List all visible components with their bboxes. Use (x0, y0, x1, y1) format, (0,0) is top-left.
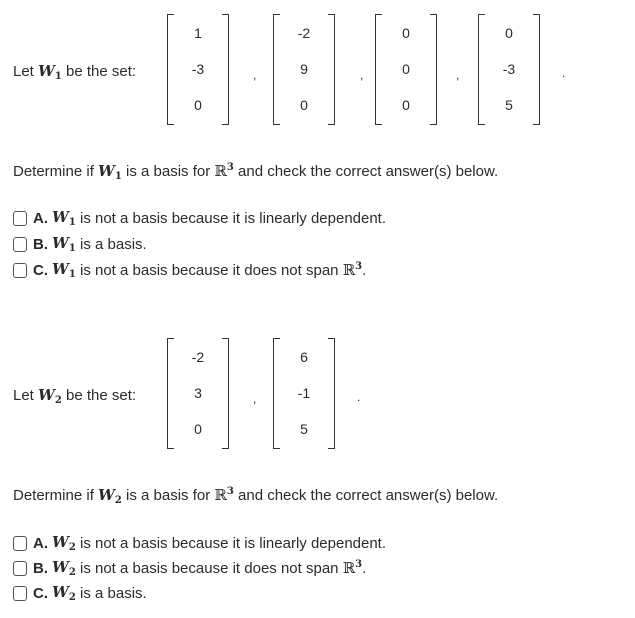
vector-entry: 9 (300, 61, 308, 77)
checkbox-w1-b[interactable] (13, 237, 27, 252)
option-w2-c[interactable]: C. $W_2$ is a basis. (13, 582, 147, 604)
vector-w1-2 (273, 14, 335, 125)
set-terminator: . (357, 390, 361, 404)
vector-entry: 0 (505, 25, 513, 41)
vector-separator: , (253, 392, 257, 406)
vector-w2-1 (167, 338, 229, 449)
vector-w1-4 (478, 14, 540, 125)
checkbox-w1-c[interactable] (13, 263, 27, 278)
option-text: is not a basis because it does not span (80, 261, 339, 279)
vector-entry: -2 (191, 349, 205, 365)
vector-entry: 0 (402, 61, 410, 77)
vector-entry: 0 (402, 97, 410, 113)
vector-entry: 1 (194, 25, 202, 41)
option-text: is a basis. (80, 235, 147, 253)
vector-w1-1 (167, 14, 229, 125)
vector-entry: 0 (402, 25, 410, 41)
option-text: is a basis. (80, 584, 147, 602)
set-label-w2: Let $W_2$ be the set: (13, 386, 137, 406)
vector-separator: , (360, 68, 364, 82)
vector-entry: 0 (194, 97, 202, 113)
question-w1: Determine if $W_1$ is a basis for ℝ$^3$ and check the correct answer(s) below. (13, 162, 499, 182)
vector-entry: -3 (191, 61, 205, 77)
checkbox-w2-c[interactable] (13, 586, 27, 601)
option-w1-b[interactable]: B. $W_1$ is a basis. (13, 233, 147, 255)
checkbox-w2-b[interactable] (13, 561, 27, 576)
vector-entry: 0 (300, 97, 308, 113)
vector-entry: 6 (300, 349, 308, 365)
checkbox-w1-a[interactable] (13, 211, 27, 226)
vector-entry: 5 (300, 421, 308, 437)
set-terminator: . (562, 66, 566, 80)
option-w1-c[interactable]: C. $W_1$ is not a basis because it does not span ℝ$^3$ . (13, 259, 366, 281)
vector-entry: 5 (505, 97, 513, 113)
checkbox-w2-a[interactable] (13, 536, 27, 551)
option-w2-b[interactable]: B. $W_2$ is not a basis because it does not span ℝ$^3$ . (13, 557, 366, 579)
option-text: is not a basis because it is linearly dependent. (80, 209, 387, 227)
vector-entry: 0 (194, 421, 202, 437)
vector-entry: -2 (297, 25, 311, 41)
vector-entry: 3 (194, 385, 202, 401)
vector-entry: -1 (297, 385, 311, 401)
option-w1-a[interactable]: A. $W_1$ is not a basis because it is linearly dependent. (13, 207, 386, 229)
vector-separator: , (456, 68, 460, 82)
option-text: is not a basis because it is linearly dependent. (80, 534, 387, 552)
question-w2: Determine if $W_2$ is a basis for ℝ$^3$ and check the correct answer(s) below. (13, 486, 499, 506)
vector-w1-3 (375, 14, 437, 125)
vector-w2-2 (273, 338, 335, 449)
option-w2-a[interactable]: A. $W_2$ is not a basis because it is linearly dependent. (13, 532, 386, 554)
vector-entry: -3 (502, 61, 516, 77)
option-text: is not a basis because it does not span (80, 559, 339, 577)
set-label-w1: Let $W_1$ be the set: (13, 62, 137, 82)
vector-separator: , (253, 68, 257, 82)
